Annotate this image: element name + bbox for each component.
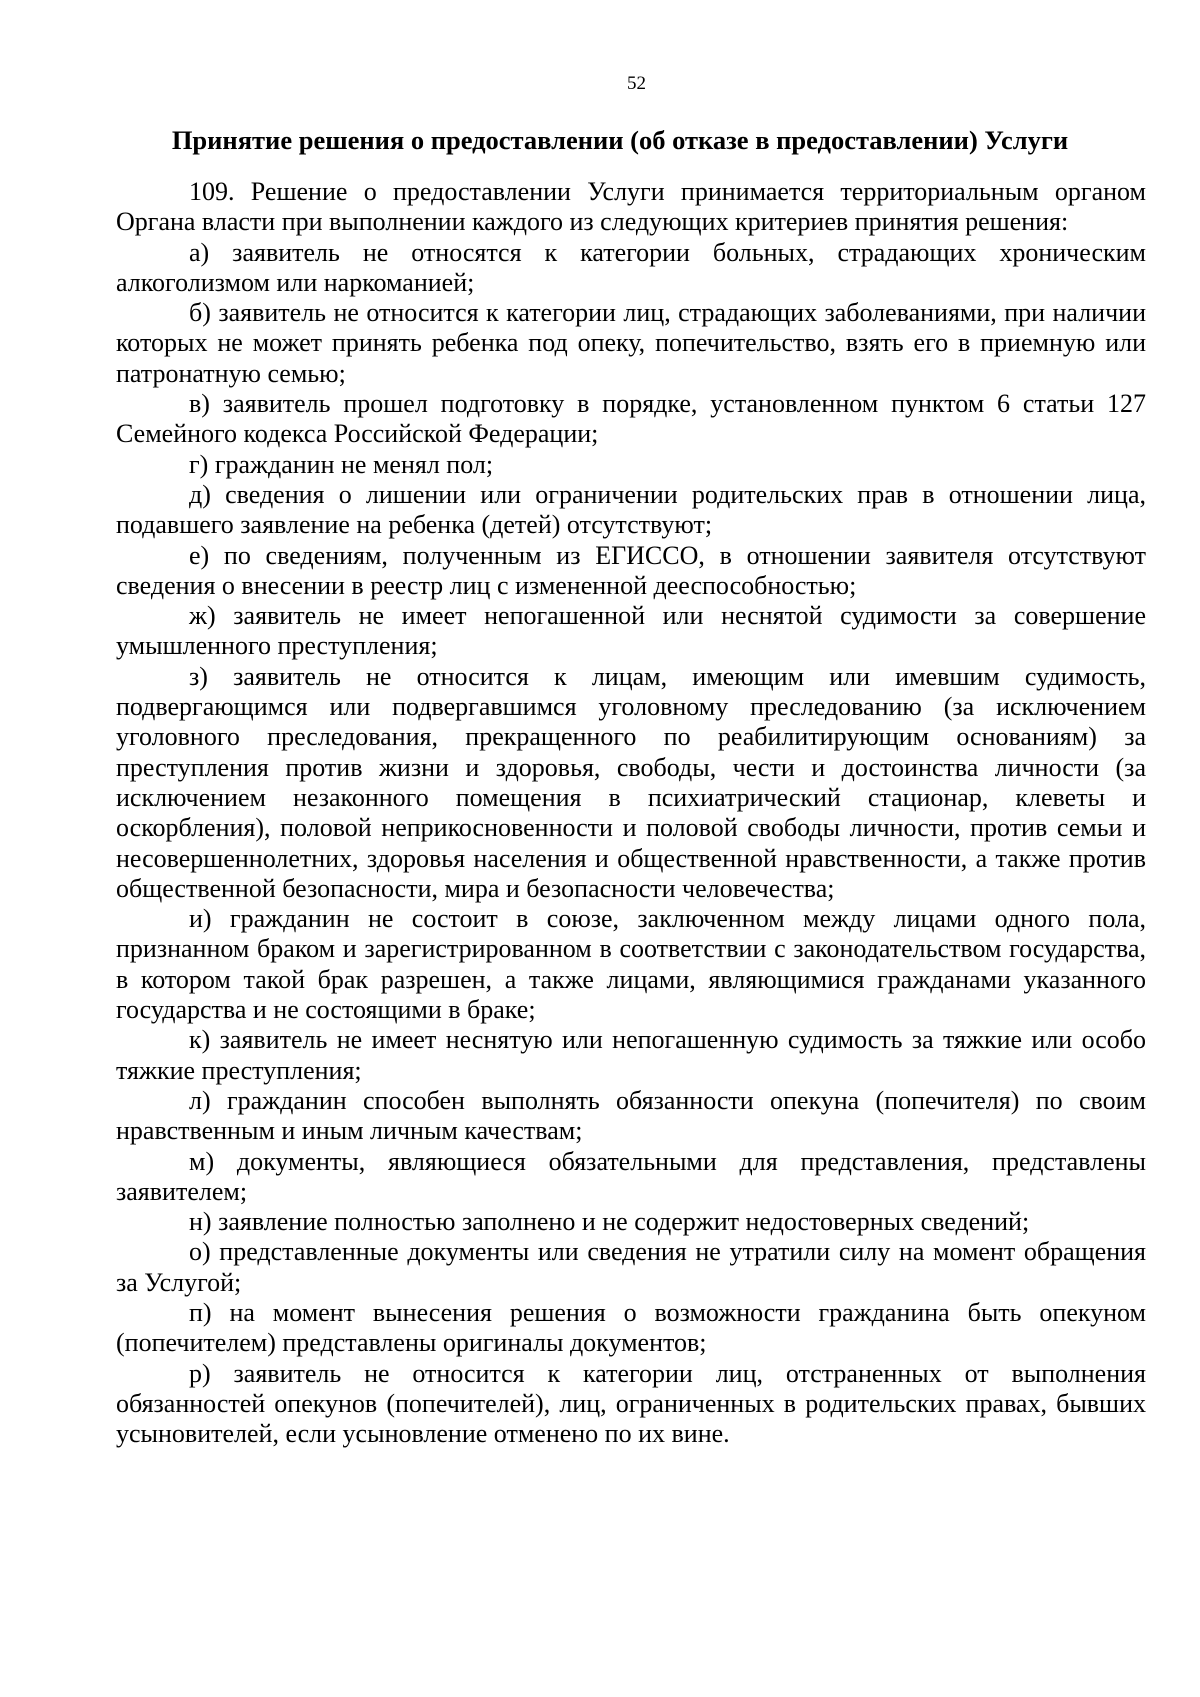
criterion-a: а) заявитель не относятся к категории больных, страдающих хроническим алкоголизмом или наркоманией; — [116, 237, 1146, 297]
criterion-zh: ж) заявитель не имеет непогашенной или неснятой судимости за совершение умышленного преступления; — [116, 601, 1146, 661]
criterion-b: б) заявитель не относится к категории лиц, страдающих заболеваниями, при наличии которых не может принять ребенка под опеку, попечительство, взять его в приемную или патронатную семью; — [116, 298, 1146, 388]
criterion-z: з) заявитель не относится к лицам, имеющим или имевшим судимость, подвергающимся или подвергавшимся уголовному преследованию (за исключением уголовного преследования, прекращенного по реабилитирующим основаниям) за преступления против жизни и здоровья, свободы, чести и достоинства личности (за исключением незаконного помещения в психиатрический стационар, клеветы и оскорбления), половой неприкосновенности и половой свободы личности, против семьи и несовершеннолетних, здоровья населения и общественной нравственности, а также против общественной безопасности, мира и безопасности человечества; — [116, 661, 1146, 903]
criterion-v: в) заявитель прошел подготовку в порядке, установленном пунктом 6 статьи 127 Семейного кодекса Российской Федерации; — [116, 389, 1146, 449]
document-body — [116, 177, 1146, 1449]
criterion-k: к) заявитель не имеет неснятую или непогашенную судимость за тяжкие или особо тяжкие преступления; — [116, 1025, 1146, 1085]
criterion-l: л) гражданин способен выполнять обязанности опекуна (попечителя) по своим нравственным и иным личным качествам; — [116, 1085, 1146, 1146]
section-heading: Принятие решения о предоставлении (об отказе в предоставлении) Услуги — [171, 125, 1069, 155]
criterion-g: г) гражданин не менял пол; — [189, 449, 494, 479]
criterion-m: м) документы, являющиеся обязательными для представления, представлены заявителем; — [116, 1146, 1146, 1206]
criterion-o: о) представленные документы или сведения не утратили силу на момент обращения за Услугой; — [116, 1237, 1146, 1297]
page-number: 52 — [627, 73, 646, 94]
criterion-d: д) сведения о лишении или ограничении родительских прав в отношении лица, подавшего заявление на ребенка (детей) отсутствуют; — [116, 479, 1146, 540]
criterion-p: п) на момент вынесения решения о возможности гражданина быть опекуном (попечителем) представлены оригиналы документов; — [116, 1297, 1146, 1358]
paragraph-109: 109. Решение о предоставлении Услуги принимается территориальным органом Органа власти при выполнении каждого из следующих критериев принятия решения: — [116, 177, 1146, 237]
criterion-n: н) заявление полностью заполнено и не содержит недостоверных сведений; — [189, 1207, 1030, 1237]
criterion-e: е) по сведениям, полученным из ЕГИССО, в отношении заявителя отсутствуют сведения о внесении в реестр лиц с измененной дееспособностью; — [116, 540, 1146, 600]
criterion-i: и) гражданин не состоит в союзе, заключенном между лицами одного пола, признанном браком и зарегистрированном в соответствии с законодательством государства, в котором такой брак разрешен, а также лицами, являющимися гражданами указанного государства и не состоящими в браке; — [116, 904, 1146, 1025]
criterion-r: р) заявитель не относится к категории лиц, отстраненных от выполнения обязанностей опекунов (попечителей), лиц, ограниченных в родительских правах, бывших усыновителей, если усыновление отменено по их вине. — [116, 1358, 1146, 1449]
